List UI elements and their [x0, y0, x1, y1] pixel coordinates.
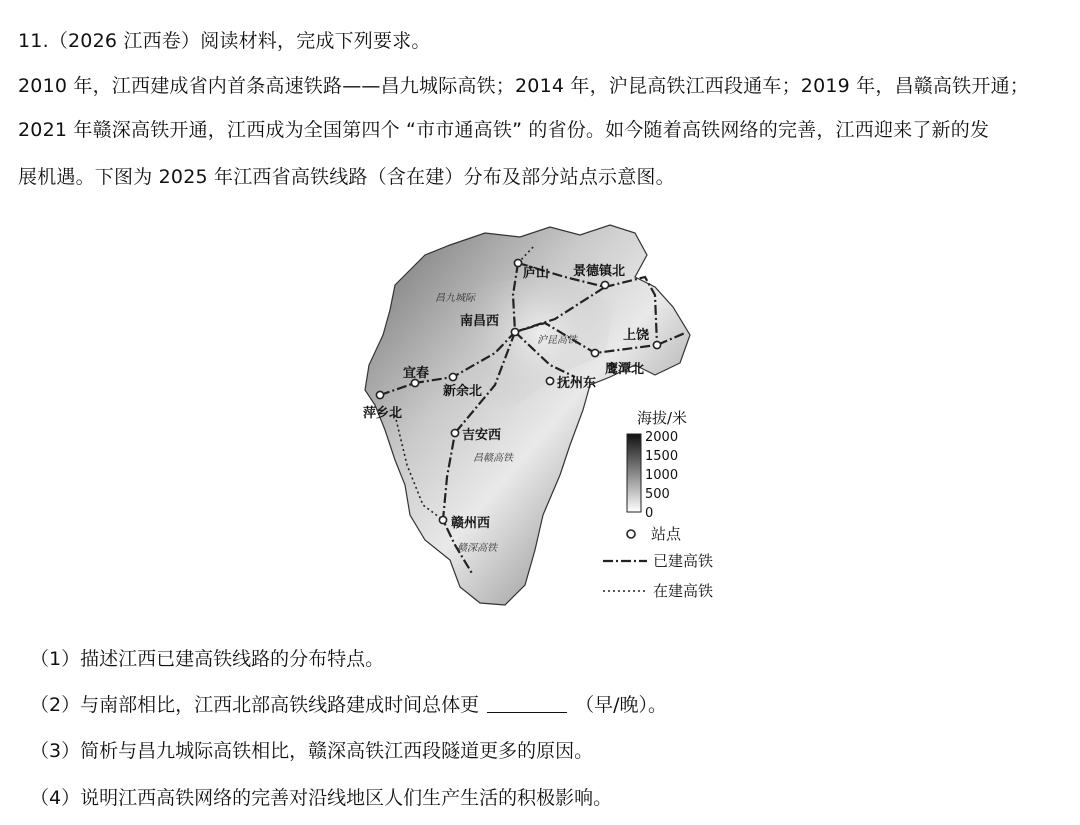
jiangxi-rail-map-figure [355, 215, 735, 615]
sub-question-2-after: （早/晚）。 [575, 694, 667, 716]
legend-elevation-bar [627, 434, 641, 512]
label-jingdezhenbei: 景德镇北 [573, 264, 626, 279]
label-nanchangxi: 南昌西 [460, 314, 500, 329]
label-jianxi: 吉安西 [462, 428, 502, 443]
station-shangrao [653, 341, 660, 348]
sub-question-3: （3）简析与昌九城际高铁相比，赣深高铁江西段隧道更多的原因。 [30, 740, 594, 762]
legend-station-label: 站点 [651, 525, 682, 543]
station-ganzhouxi [439, 516, 446, 523]
label-lushan: 庐山 [523, 266, 550, 281]
sub-question-2 [30, 692, 667, 718]
label-ganzhouxi: 赣州西 [451, 516, 491, 531]
legend-tick-1500: 1500 [645, 449, 679, 464]
legend-tick-2000: 2000 [645, 430, 679, 445]
legend-construction-label: 在建高铁 [653, 582, 714, 600]
station-xinyubei [449, 373, 456, 380]
map-svg [355, 215, 735, 615]
sub-question-1: （1）描述江西已建高铁线路的分布特点。 [30, 648, 385, 670]
sub-question-4: （4）说明江西高铁网络的完善对沿线地区人们生产生活的积极影响。 [30, 787, 613, 809]
label-changgan: 昌赣高铁 [473, 453, 513, 464]
answer-blank[interactable] [487, 694, 567, 713]
material-line-2: 2021 年赣深高铁开通，江西成为全国第四个 “市市通高铁” 的省份。如今随着高铁网络的完善，江西迎来了新的发 [18, 119, 990, 141]
legend-tick-0: 0 [645, 506, 654, 521]
sub-question-2-before: （2）与南部相比，江西北部高铁线路建成时间总体更 [30, 694, 480, 716]
question-title: 11.（2026 江西卷）阅读材料，完成下列要求。 [18, 30, 431, 52]
legend-station-symbol [627, 530, 635, 538]
legend-tick-1000: 1000 [645, 468, 679, 483]
label-ganshen: 赣深高铁 [457, 543, 497, 554]
label-pingxiangbei: 萍乡北 [363, 406, 403, 421]
station-pingxiangbei [376, 391, 383, 398]
label-shangrao: 上饶 [623, 328, 650, 343]
station-jianxi [451, 429, 458, 436]
legend-built-label: 已建高铁 [653, 552, 714, 570]
label-fuzhoudong: 抚州东 [557, 376, 597, 391]
legend-elevation-title: 海拔/米 [637, 409, 688, 427]
station-fuzhoudong [546, 377, 553, 384]
label-yingtanbei: 鹰潭北 [605, 362, 645, 377]
station-yingtanbei [591, 349, 598, 356]
station-lushan [514, 259, 521, 266]
label-xinyubei: 新余北 [443, 384, 483, 399]
label-changjiu: 昌九城际 [435, 293, 475, 304]
station-jingdezhenbei [601, 281, 608, 288]
material-line-3: 展机遇。下图为 2025 年江西省高铁线路（含在建）分布及部分站点示意图。 [18, 166, 675, 188]
label-yichun: 宜春 [403, 366, 430, 381]
legend [603, 409, 713, 600]
legend-tick-500: 500 [645, 487, 670, 502]
material-line-1: 2010 年，江西建成省内首条高速铁路——昌九城际高铁；2014 年，沪昆高铁江西段通车；2019 年，昌赣高铁开通； [18, 75, 1029, 97]
label-hukun: 沪昆高铁 [537, 335, 577, 346]
station-nanchangxi [511, 328, 518, 335]
